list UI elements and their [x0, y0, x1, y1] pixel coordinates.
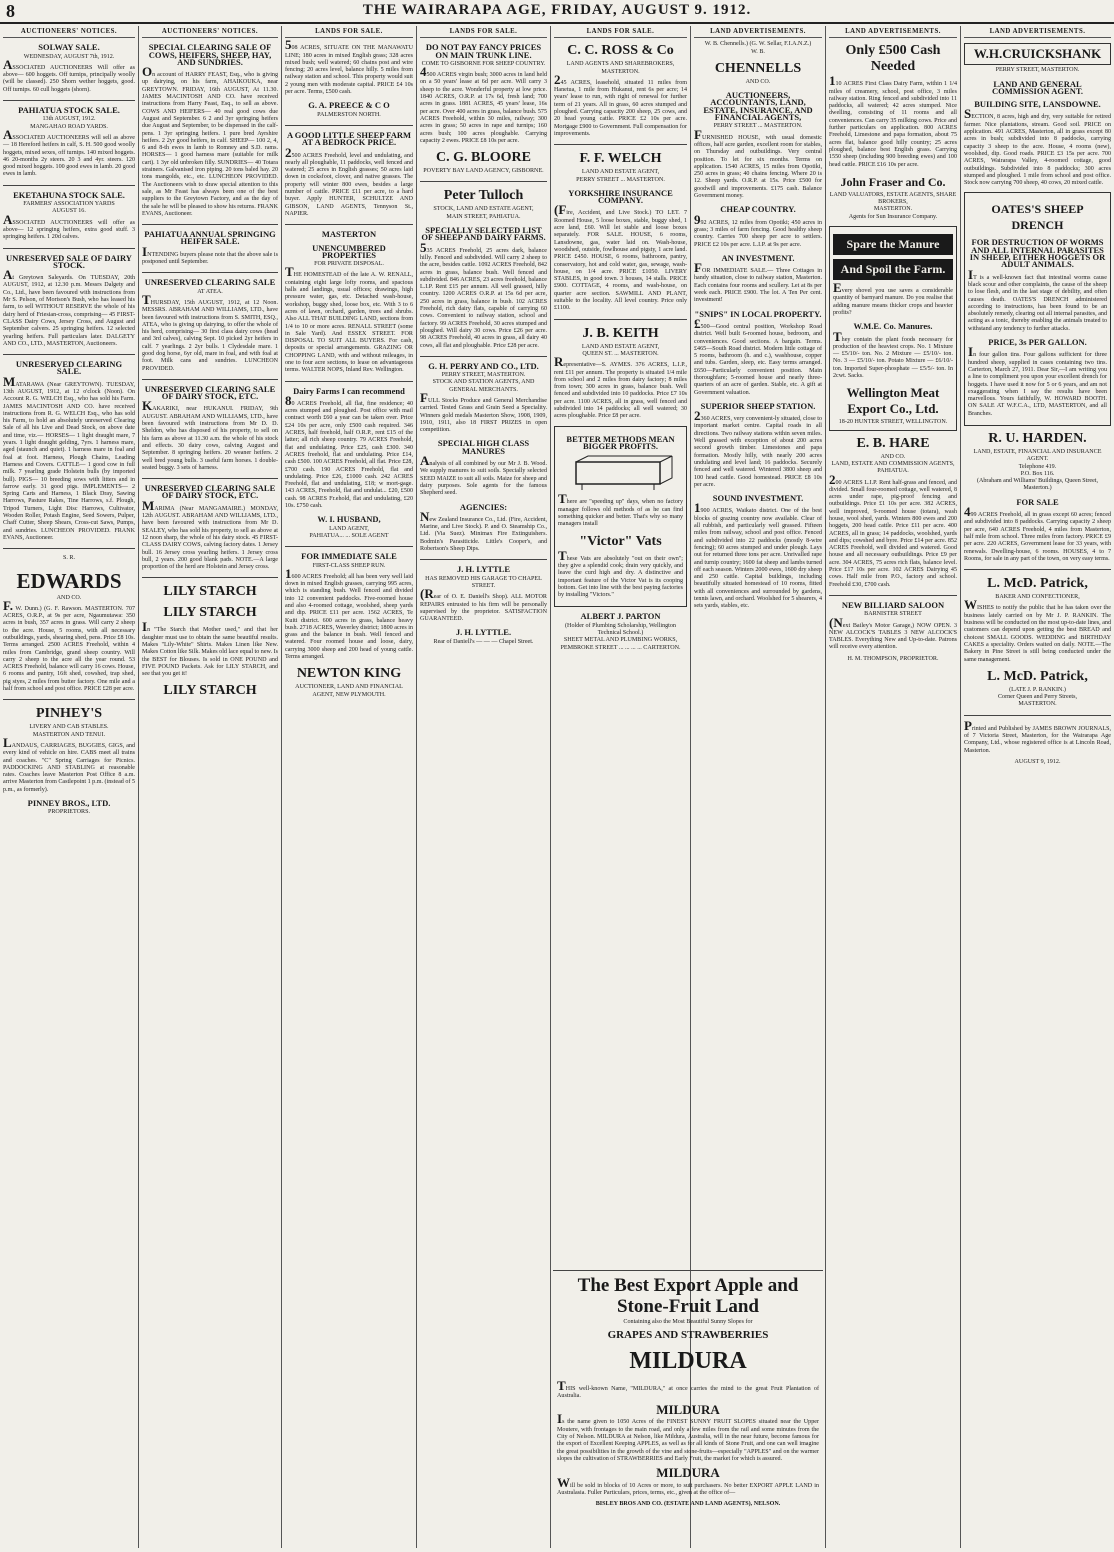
ad-headline: BETTER METHODS MEAN BIGGER PROFITS.: [566, 433, 675, 451]
agent-location: PALMERSTON NORTH.: [317, 111, 381, 118]
agent-name: J. H. LYTTLE: [456, 564, 511, 575]
ad-text: In four gallon tins. Four gallons sufficient for three hundred sheep, supplied in cases containing two tins. Carterton, March 27, 1911. Dear Sir,—I am writing you a line to compliment you upon your excellent drench for hoggets. I have used it now for 5 or 6 years, and am not exaggerating when I say the results have been marvellous. Yours faithfully, W. HOWARD BOOTH. ON SALE AT W.F.C.A., LTD, MASTERTON, and all Branches.: [968, 344, 1107, 417]
ad-text: IT is a well-known fact that intestinal worms cause black scour and other complaints, the cause of the sheep to lose flesh, and in the last stage of debility, and often causes death. OATES'S DRENCH administered according to instructions, has been found to be an absolutely remedy, clearing out all internal parasites, and acting as a tonic, thereby enabling the animals treated to withstand any tendency to further attacks.: [968, 266, 1107, 332]
listing-text: 1600 ACRES Freehold; all has been very well laid down in mixed English grasses, carrying 995 acres, which is standing bush. Well fenced and divided into 12 convenient paddocks. Five-roomed house and also 4-roomed cottage, woolshed, sheep yards and dip. PRICE £11 per acre. 1562 ACRES, Te Kuiti district. 600 acres in grass, balance heavy bush. 2718 ACRES, Waverley district; 1800 acres in grass and the balance in bush. Well fenced and watered. Four roomed house and loose, dairy, carrying 3000 sheep and 200 head of young cattle. Terms arranged.: [285, 565, 413, 661]
mildura-title-small: MILDURA: [656, 1402, 720, 1418]
firm-name-edwards: EDWARDS: [16, 568, 122, 593]
agent-location: PERRY STREET ... MASTERTON.: [576, 176, 665, 183]
manure-brand: W.M.E. Co. Manures.: [853, 321, 933, 332]
agent-title: AUCTIONEERS, ACCOUNTANTS, LAND, ESTATE, INSURANCE, AND FINANCIAL AGENTS,: [703, 90, 813, 123]
divider: [3, 185, 135, 186]
partner-names: W. B. Chennells.) (G. W. Sellar, F.I.A.N.Z.): [704, 41, 812, 48]
advertiser-qualification: (Holder of Plumbing Scholarship, Wellington Technical School.): [565, 622, 676, 637]
sale-location: AT ATEA.: [197, 288, 223, 295]
listing-text: £500—Good central position, Workshop Road district. Well built 6-roomed house, bedroom, and conveniences. Good sections. A bargain. Terms. £465—South Road district. Modern little cottage of 5 rooms, bathroom (h. and c.), washhouse, copper and tubs. Garden, sleep, etc. Easy terms arranged. £650—Particularly convenient position. Main thoroughfare; 5-roomed house and nearly three-quarters of an acre of garden. Stable, etc. A gift at Government valuation.: [694, 315, 822, 396]
ad-headline-cash: Only £500 Cash Needed: [845, 43, 941, 75]
agent-location: MAIN STREET, PAHIATUA.: [446, 213, 521, 220]
sale-heading: PAHIATUA STOCK SALE.: [18, 105, 120, 116]
divider: [554, 319, 687, 320]
agent-location: PERRY STREET, MASTERTON.: [995, 67, 1080, 74]
column-6: [691, 28, 825, 1267]
listing-heading: Dairy Farms I can recommend: [293, 385, 405, 396]
page-number: 8: [6, 1, 16, 21]
divider: [142, 224, 278, 225]
listing-text: 499 ACRES Freehold, all in grass except 60 acres; fenced and subdivided into 8 paddocks. Carrying capacity 2 sheep per acre, 640 ACRES Freehold, 4 miles from Masterton, half mile from school. Three miles from factory. PRICE £9 per acre. 220 ACRES, Government lease for 33 years, with renewals. Dwelling-house, 6 rooms. HOUSES, 4 to 7 Rooms, for sale in any part of the town, on very easy terms.: [964, 504, 1111, 562]
mildura-agent: BISLEY BROS AND CO. (ESTATE AND LAND AGENTS), NELSON.: [595, 1501, 781, 1508]
lily-starch-logo: LILY STARCH: [163, 683, 257, 699]
sale-text: ASSOCIATED AUCTIONEERS Will offer as above— 600 hoggets. Off turnips, principally woolly (will be classed). 250 Shorn wether hoggets, good. Off turnips. 60 cull hoggets (shorn).: [3, 56, 135, 93]
listing-heading: FOR SALE: [1016, 496, 1059, 507]
firm-initials: S. R.: [62, 555, 76, 562]
agent-initials: W. B.: [751, 48, 765, 55]
divider: [285, 381, 413, 382]
billiard-headline: NEW BILLIARD SALOON: [841, 599, 945, 610]
sale-text: At Greytown Saleyards. On TUESDAY, 20th AUGUST, 1912, at 12.30 p.m. Messrs Dalgety and Co., Ltd., have been favoured with instructions from Mr S. Pelson, of Morison's Bush, who has leased his farm, to sell WITHOUT RESERVE the whole of his dairy herd of Friesian-cross, comprising— 45 FIRST-CLASS Dairy Cows, Jersey Cross, and August and September calvers. 25 springing heifers. 12 selected yearling heifers. Full particulars later. DALGETY AND CO., LTD., MASTERTON, Auctioneers.: [3, 267, 135, 347]
section-header: LANDS FOR SALE.: [420, 28, 547, 38]
listing-heading: "SNIPS" IN LOCAL PROPERTY.: [694, 308, 822, 319]
agent-name: G. A. PREECE & C O: [308, 100, 390, 111]
listing-text: FURNISHED HOUSE, with usual domestic offices, half acre garden, excellent room for stables, on Thursday and outbuildings. Very central position. To let for six months. Terms on application. 1540 ACRES, 15 miles from Opotiki, 250 acres in grass; 40 chains fencing. Where 20 is 12. Sheep yards. O.R.P. at 15s. Price £500 for goodwill and improvements. £175 cash. Balance Government money.: [694, 126, 822, 200]
agent-name-chennells: CHENNELLS: [714, 60, 802, 76]
firm-name-pinhey: PINHEY'S: [35, 706, 103, 722]
divider: [964, 715, 1111, 716]
mildura-title-small: MILDURA: [656, 1465, 720, 1481]
sale-heading: EKETAHUNA STOCK SALE.: [13, 189, 125, 200]
listing-text: 1900 ACRES, Waikato district. One of the best blocks of grazing country now available. Clear of all rubbish, and particularly well grassed. Fifteen miles from railway, school and post office. Fenced and subdivided into 22 paddocks (mostly 8-wire fencing); 60 acres stumped and under plough. Lays out for returned three tons per acre. Unrivalled rape and turnip country; 1600 fat sheep and lambs turned off each season. Winters 2000 ewes, 1600 dry sheep and 250 cattle. Capital buildings, including beautifully situated homestead of 10 rooms, fitted with all conveniences and surrounded by gardens, tennis lawn, and orchard. Woolshed for 5 shearers, 4 sets yards, stables, etc.: [694, 500, 822, 610]
divider: [420, 559, 547, 560]
listing-heading: FOR IMMEDIATE SALE: [301, 551, 397, 562]
mildura-title: MILDURA: [629, 1347, 747, 1374]
agent-location: MASTERTON.: [601, 68, 640, 75]
proprietor-label: PROPRIETORS.: [47, 809, 91, 816]
agent-location: PERRY STREET ... MASTERTON.: [713, 123, 803, 130]
listing-text: FOR IMMEDIATE SALE.— Three Cottages in handy situation, close to railway station, Masterton. Each contains four rooms and scullery. Let at 8s per week each. PRICE £900. The lot. A Ten Per cent. investment!: [694, 260, 822, 304]
column-7: [826, 28, 960, 1548]
divider: [829, 595, 957, 596]
agent-name: J. H. LYTTLE.: [455, 627, 512, 638]
listing-text: 535 ACRES Freehold, 25 acres dark, balance hilly. Fenced and subdivided. Will carry 2 sheep to the acre, besides cattle. 1092 ACRES Freehold, 842 acres in grass, balance bush. Well fenced and subdivided. 846 ACRES, 23 acres freehold, balance L.I.P. Rent £15 per annum. All well grassed, hilly country. 1200 ACRES O.R.P. at 15s 6d per acre, 250 acres in grass, balance in bush. 102 ACRES Freehold, rich dairy flats, capable of carrying 60 cows. Convenient to railway station, school and factory. 99 ACRES Freehold, 30 acres stumped and ploughed. Will dairy 30 cows. Price £26 per acre. 98 ACRES Freehold, 40 acres in grass, all dairy 40 cows, all flat and ploughable. Price £28 per acre.: [420, 239, 547, 349]
listing-text: F. W. Dunn.) (G. F. Rawson. MASTERTON. 707 ACRES, O.R.P., at 9s per acre, Ngaumutawa: 350 acres in bush, 357 acres in grass. Will carry 2 sheep to the acre. House, 5 rooms, with all necessary outbuildings, yards, shearing shed, pens. Price £8 10s. Terms arranged. 2500 ACRES Freehold, within 4 miles from Cambridge, grand sheep country. Will carry 2 sheep to the acre all the year round. 53 ACRES Freehold, balance will carry 16 cows. House, 6 rooms and pantry, 16ft shed, cowshed, trap shed, pig styes, 2 miles from butter factory. One mile and a half from school and post office. PRICE £28 per acre.: [3, 597, 136, 693]
agent-title: STOCK, LAND AND ESTATE AGENT,: [433, 206, 534, 213]
divider: [142, 478, 278, 479]
baker-name: L. McD. Patrick,: [987, 576, 1088, 592]
column-2: [139, 28, 281, 1548]
agent-location: Rear of Daniell's — — — Chapel Street.: [433, 638, 534, 645]
advertiser-trade: SHEET METAL AND PLUMBING WORKS,: [563, 637, 678, 644]
proprietor-name: PINNEY BROS., LTD.: [27, 798, 111, 809]
agent-title: STOCK AND STATION AGENTS, AND GENERAL MERCHANTS.: [432, 379, 535, 393]
agent-name-fraser: John Fraser and Co.: [840, 174, 946, 189]
agent-location: MASTERTON.: [873, 206, 913, 213]
listing-text: SECTION, 8 acres, high and dry, very suitable for retired farmer. Nice plantations, stream. Good soil. PRICE on application. 491 ACRES, Masterton, all in grass except 80 acres in bush; subdivided into 8 paddocks, carrying capacity 3 sheep to the acre. House, 4 rooms (new), woolshed, dip. Good roads. PRICE £3 15s per acre. 700 ACRES, Wairarapa Valley, 4-roomed cottage, good outbuildings. Subdivided into 8 paddocks; 300 acres stumped and ploughed. 1 mile from school and post office. Stock now carrying 700 sheep, 40 cows, 20 mixed cattle.: [964, 106, 1111, 187]
section-header: LAND ADVERTISEMENTS.: [964, 28, 1111, 38]
firm-location: MASTERTON AND TENUI.: [32, 731, 106, 738]
mildura-text: Will be sold in blocks of 10 Acres or more, to suit purchasers. No better EXPORT APPLE LAND in Australasia. Fuller Particulars, prices, terms, etc., given at the office of—: [557, 1474, 819, 1496]
column-1: [0, 28, 138, 1548]
divider: [420, 356, 547, 357]
sale-text: On account of HARRY FEAST, Esq., who is giving up dairying, on his farm, AHAIKOUKA, near GREYTOWN. FRIDAY, 16th AUGUST, At 11.30. JAMES MACINTOSH AND CO. have received instructions from Harry Feast, Esq., to sell as above. COWS AND HEIFERS— 40 real good cows due August and September. 6 2 and 3yr springing heifers due August and September, to be dispensed in the calf-pens. 1 3yr springing heifers. 1 pure bred Ayrshire heifers. 2 2yr good heifers, in calf. SHEEP— 100 2, 4, 6 and 8-th ewes in lamb to Romney and S.D. rams. HORSES— 1 good harness mare (suitable for milk cart). 1 3yr old unbroken filly. SUNDRIES— 40 Totara strainers. Galvanised iron piping. 20 tons baled hay. 20 tons mangolds, etc., etc. LUNCHEON PROVIDED. The Auctioneers wish to draw special attention to this sale, as Mr Feast has always been one of the best suppliers to the Greytown Factory, and as the day of the sale he will be pleased to show his returns. FRANK EVANS, Auctioneer.: [142, 64, 278, 217]
listing-heading: UNENCUMBERED PROPERTIES: [312, 242, 386, 260]
divider: [3, 548, 135, 549]
baker-note: (LATE J. P. RANKIN.): [1009, 686, 1066, 693]
billiard-address: BARNISTER STREET: [864, 611, 922, 618]
divider: [142, 379, 278, 380]
ad-text: They contain the plant foods necessary for production of the heaviest crops. No. 1 Mixture — £5/10/- ton. No. 2 Mixture — £5/10/- ton. No. 3 — £5/10/- ton. Potato Mixture — £6/10/- ton. Imported Super-phosphate — £5/5/- ton. In 2cwt. Sacks.: [833, 328, 953, 380]
agent-title: LAND AND ESTATE AGENT,: [581, 343, 660, 350]
listing-heading: MASTERTON: [321, 229, 377, 240]
sale-text: KAKARIKI, near HUKANUI. FRIDAY, 9th AUGUST. ABRAHAM AND WILLIAMS, LTD., have been favoured with instructions from Mr D. D. Sheldon, who has disposed of his property, to sell on his farm as above at 11.30 a.m. the whole of his stock and effects. 30 dairy cows, calving August and September. 8 springing heifers. 20 weaner heifers. 2 well bred young bulls. 3 useful farm horses. 1 double-seated buggy. 3 sets of harness.: [142, 398, 278, 471]
drench-price: PRICE, 3s PER GALLON.: [988, 337, 1087, 348]
agent-title: LAND AGENT,: [329, 525, 369, 532]
section-header: LAND ADVERTISEMENTS.: [694, 28, 822, 38]
ad-text: WISHES to notify the public that he has taken over the business lately carried on by Mr J. P. RANKIN. The business will be conducted on the most up-to-date lines, and customers can depend upon getting the best BREAD and choicest SMALL GOODS. WEDDING and BIRTHDAY CAKES a speciality. Orders waited on daily. NOTE.—The Bakery in Pine Street is still being conducted under the same management.: [964, 597, 1111, 663]
mildura-ad: [553, 1270, 823, 1548]
listing-heading: SPECIALLY SELECTED LIST OF SHEEP AND DAIRY FARMS.: [421, 225, 546, 243]
agent-name-hare: E. B. HARE: [856, 435, 930, 451]
listing-subheading: FOR PRIVATE DISPOSAL.: [314, 261, 384, 268]
sale-heading: UNRESERVED CLEARING SALE: [144, 277, 276, 288]
ad-text: New Zealand Insurance Co., Ltd. (Fire, Accident, Marine, and Live Stock). P. and O. Steamship Co., Ltd. (Via Suez). Minimax Fire Extinguishers. Bodmin's Parasiticide. Little's Cooper's, and Robertson's Sheep Dips.: [420, 508, 547, 553]
agent-address: (Abraham and Williams' Buildings, Queen Street, Masterton.): [976, 478, 1099, 492]
divider: [554, 144, 687, 145]
agent-title: HAS REMOVED HIS GARAGE TO CHAPEL STREET.: [425, 575, 542, 589]
drench-headline: OATES'S SHEEP DRENCH: [991, 202, 1084, 233]
listing-heading: SOUND INVESTMENT.: [712, 493, 804, 504]
lily-starch-logo: LILY STARCH: [163, 584, 257, 600]
agent-title: LAND VALUATORS, ESTATE AGENTS, SHARE BROKERS,: [829, 191, 957, 206]
agent-name-ross: C. C. ROSS & Co: [567, 43, 674, 59]
sale-heading: SOLWAY SALE.: [38, 42, 100, 53]
listing-heading: DO NOT PAY FANCY PRICES ON MAIN TRUNK LINE.: [425, 42, 542, 60]
sale-date: AUGUST 16.: [52, 208, 86, 215]
agent-name-welch: F. F. WELCH: [579, 151, 662, 167]
agent-name-bloore: C. G. BLOORE: [436, 150, 531, 166]
agent-po-box: P.O. Box 116.: [1020, 470, 1055, 477]
sale-date: 13th AUGUST, 1912.: [42, 116, 96, 123]
agent-location: QUEEN ST. ... MASTERTON.: [582, 350, 659, 357]
sale-heading: UNRESERVED CLEARING SALE.: [15, 359, 123, 377]
baker-title: BAKER AND CONFECTIONER,: [995, 594, 1080, 601]
firm-suffix: AND CO.: [56, 594, 82, 601]
agent-name: G. H. PERRY AND CO., LTD.: [428, 360, 539, 371]
vat-illustration: [558, 452, 678, 492]
baker-location: MASTERTON.: [1018, 701, 1057, 708]
listing-text: Representative—S. AYMES. 376 ACRES, L.I.P., rent £11 per annum. The property is situated 1/4 mile from school and 2 miles from dairy factory; 8 miles from town; 300 acres in grass, balance bush. Well fenced and subdivided into 10 paddocks. Price £7 10s per acre. 1100 ACRES, all in grass, well fenced and subdivided into 14 paddocks; all well watered; 30 acres ploughable. Price £8 per acre.: [554, 354, 687, 420]
baker-name: L. McD. Patrick,: [987, 668, 1088, 684]
divider: [964, 569, 1111, 570]
sale-heading: SPECIAL CLEARING SALE OF COWS, HEIFERS, SHEEP, HAY, AND SUNDRIES.: [148, 42, 272, 67]
firm-suffix: AND CO.: [745, 78, 771, 85]
imprint-date: AUGUST 9, 1912.: [1014, 758, 1061, 765]
listing-subheading: FIRST-CLASS SHEEP RUN.: [312, 562, 386, 569]
listing-text: 200 ACRES L.I.P. Rent half-grass and fenced, and divided. Small four-roomed cottage, well watered, 8 acres under rape, pig-proof fencing and outbuildings. Price £1 10s per acre. 382 ACRES, well improved, 9-roomed house (totara), wash house, wool shed, yards. Winters 800 ewes and 200 hoggets, 200 head cattle. Price £11 per acre. 400 ACRES, all in grass; 14 paddocks, woolshed, yards and dips; cowshed and byre. Price £14 per acre. 852 ACRES Freehold, well divided and watered. Good house and all necessary outbuildings. Price £9 per acre. 304 ACRES, 75 acres rich flats, balance level. Price £17 10s per acre. 102 ACRES Dairying 45 cows. Half mile from P.O., factory and school. Freehold £30, £700 cash.: [829, 471, 957, 588]
sheep-drench-ad: [964, 192, 1111, 426]
listing-text: 245 ACRES, leasehold, situated 11 miles from Hanetua, 1 mile from Hukanui, rent 6s per acre; 14 years' lease to run, with right of renewal for further term of 21 years. All in grass, 60 acres stumped and ploughed. Carrying capacity 200 sheep, 25 cows, and 20 head young cattle. PRICE £2 10s per acre. Mortgage £900 to Government. Full compensation for improvements.: [554, 71, 687, 137]
ad-text: (Next Bailey's Motor Garage,) NOW OPEN. 3 NEW ALCOCK'S TABLES 3 NEW ALCOCK'S TABLES. Everything New and Up-to-date. Patrons will receive every attention.: [829, 614, 957, 651]
firm-suffix: AND CO.: [880, 453, 906, 460]
ad-brand: "Victor" Vats: [579, 533, 662, 549]
sale-heading: UNRESERVED SALE OF DAIRY STOCK.: [6, 252, 132, 270]
divider: [3, 248, 135, 249]
agent-phone: Telephone 419.: [1018, 463, 1057, 470]
ad-text: These Vats are absolutely "out on their own"; they give a splendid cook; drain very quickly, and leave the curd high and dry. A distinctive and important feature of the Victor Vat is its cooping bottom. Get into line with the best paying factories by installing "Victors.": [558, 547, 683, 599]
ad-text: Analysis of all combined by our Mr J. B. Wood. We supply manures to suit soils. Specially selected SEED MAIZE to suit all soils. Maize for sheep and dairy purposes. Sole agents for the famous Shepherd seed.: [420, 453, 547, 497]
divider: [420, 181, 547, 182]
listing-text: 2360 ACRES, very convenient-ly situated, close to important market centre. Capital roads in all directions. Two railway stations within seven miles. Well grassed with exception of about 200 acres second growth timber. Limestones and papa formation. Mostly hilly, with nearly 200 acres undulating and level land; 16 paddocks. Securely fenced and well watered. Wintered 3800 sheep and 100 head cattle. Good homestead. PRICE £8 10s per acre.: [694, 408, 822, 488]
sale-date: WEDNESDAY, AUGUST 7th, 1912.: [23, 53, 115, 60]
agent-title: AUCTIONEER, LAND AND FINANCIAL AGENT, NEW PLYMOUTH.: [295, 684, 403, 698]
listing-subheading: COME TO GISBORNE FOR SHEEP COUNTRY.: [421, 60, 546, 67]
ad-text: (Rear of O. E. Daniell's Shop). ALL MOTOR REPAIRS entrusted to his firm will be personally supervised by the proprietor. SATISFACTION GUARANTEED.: [420, 586, 547, 623]
divider: [142, 272, 278, 273]
lily-starch-logo: LILY STARCH: [163, 605, 257, 621]
advertiser-address: 18-20 HUNTER STREET, WELLINGTON.: [838, 419, 948, 426]
ad-text: FULL Stocks Produce and General Merchandise carried. Tested Grass and Grain Seed a Speciality. Winners gold medals Masterton Show, 1908, 1909, 1910, 1911, also 18 FIRST PRIZES in open competition.: [420, 389, 547, 434]
listing-text: 992 ACRES, 12 miles from Opotiki; 450 acres in grass; 3 miles of farm fencing. Good healthy sheep country. Carries 700 sheep per acre to settlers. PRICE £2 10s per acre. L.I.P. at 9s per acre.: [694, 211, 822, 248]
mildura-headline: The Best Export Apple and Stone-Fruit Land: [577, 1275, 799, 1317]
agent-title: LAND, ESTATE, FINANCIAL AND INSURANCE AGENT.: [973, 448, 1102, 463]
section-header: AUCTIONEERS' NOTICES.: [142, 28, 278, 38]
listing-text: 4500 ACRES virgin bush; 3000 acres in land held on a 50 years' lease at 6d per acre. Will carry 3 sheep to the acre. Wonderful property at low price. 1840 ACRES, O.R.P. at 17s 6d, fresh land; 700 acres in grass. 1881 ACRES, 45 years' lease, 16s per acre. Over 400 acres in grass, balance bush. 575 ACRES Freehold, within 30 miles, railway; 300 acres in grass; 50 acres in rape and turnips; 160 acres bush; 100 acres ploughable. Carrying capacity 2 ewes. PRICE £8 10s per acre.: [420, 64, 547, 144]
divider: [285, 125, 413, 126]
manure-ad: [829, 226, 957, 431]
baker-address: Corner Queen and Perry Streets,: [997, 694, 1078, 701]
listing-heading: SPECIAL HIGH CLASS MANURES: [437, 438, 530, 456]
section-header: LAND ADVERTISEMENTS.: [829, 28, 957, 38]
agent-title: LAND AND GENERAL COMMISSION AGENT.: [992, 78, 1083, 96]
listing-text: 508 ACRES, SITUATE ON THE MANAWATU LINE; 180 acres in mixed English grass; 328 acres mixed bush; well watered; 60 chains post and wire fencing; 20 acres level, balance hilly. 5 miles from railway station and school. This property would suit 2 young men with moderate capital. PRICE £4 10s per acre. Terms, £500 cash.: [285, 37, 413, 96]
agent-title: LAND AND ESTATE AGENT,: [581, 169, 660, 176]
manure-headline: And Spoil the Farm.: [833, 259, 953, 280]
sale-location: FARMERS' ASSOCIATION YARDS: [23, 201, 115, 208]
agent-location: PERRY STREET, MASTERTON.: [441, 372, 526, 379]
agent-location: PAHIATUA... ... SOLE AGENT: [309, 532, 389, 539]
agent-note: Agents for Sun Insurance Company.: [848, 213, 938, 220]
divider: [285, 224, 413, 225]
imprint: Printed and Published by JAMES BROWN JOURNALS, of 7 Victoria Street, Masterton, for the Wairarapa Age Company, Ltd., whose registered office is at Lincoln Road, Masterton.: [964, 717, 1111, 754]
listing-text: 2500 ACRES Freehold, level and undulating, and nearly all ploughable, 11 paddocks, well fenced and watered; 25 acres in English grasses; 50 acres laid down in cocksfoot, clover, and native grasses. The property will winter 800 ewes, besides a large number of cattle. PRICE £11 per acre, to a hard buyer. Apply HUNTER, SCHULTZE AND GIBSON, LAND AGENTS, Tennyson St., NAPIER.: [285, 144, 413, 217]
listing-heading: CHEAP COUNTRY.: [720, 204, 796, 215]
listing-heading: BUILDING SITE, LANSDOWNE.: [974, 99, 1101, 110]
divider: [3, 100, 135, 101]
section-header: AUCTIONEERS' NOTICES.: [3, 28, 135, 38]
sale-heading: PAHIATUA ANNUAL SPRINGING HEIFER SALE.: [144, 229, 276, 247]
agent-title: POVERTY BAY LAND AGENCY, GISBORNE.: [423, 168, 544, 175]
ad-text: There are "speeding up" days, when no factory manager follows old methods of as he can find something quicker and better. That's why so many managers install: [558, 491, 683, 528]
listing-heading: AGENCIES:: [459, 501, 508, 512]
agent-name: W. I. HUSBAND,: [317, 514, 381, 525]
divider: [142, 577, 278, 578]
listing-heading: A GOOD LITTLE SHEEP FARM AT A BEDROCK PRICE.: [286, 129, 412, 148]
mildura-text: Is the name given to 1050 Acres of the FINEST SUNNY FRUIT SLOPES situated near the Upper Moutere, with frontages to the main road, and only a few miles from the rail and some minutes from the City of Nelson. MILDURA at Nelson, like Mildura, Australia, will in the near future, become famous for the export of Excellent Keeping APPLES, as well as for all kinds of Stone Fruit, and one can well imagine the great possibilities in the growth of the vine and stone-fruits—especially "APPLES" and on the warmer slopes the cultivation of STRAWBERRIES and Early Fruit, the market for which is assured.: [557, 1411, 819, 1462]
column-4: [417, 28, 550, 1267]
sale-text: MARIMA (Near MANGAMAIRE.) MONDAY, 12th AUGUST. ABRAHAM AND WILLIAMS, LTD., have been favoured with instructions from Mr D. SEALEY, who has sold his property, to sell as above at 12 noon sharp, the whole of his dairy stock. 45 FIRST-CLASS DAIRY COWS, calving factory dates. 1 Jersey bull. 16 Jersey cross yearling heifers. 1 Jersey cross bull, 2 years. 200 good blank pads. NOTE.—A large proportion of the herd are Holstein and Jersey cross.: [142, 497, 278, 571]
sale-location: MANGAHAO ROAD YARDS.: [30, 123, 108, 130]
drench-subheading: FOR DESTRUCTION OF WORMS AND ALL INTERNAL PARASITES IN SHEEP, EITHER HOGGETS OR ADULT ANIMALS.: [969, 237, 1106, 270]
advertiser-name: ALBERT J. PARTON: [580, 611, 661, 622]
sale-heading: UNRESERVED CLEARING SALE OF DAIRY STOCK, ETC.: [144, 483, 276, 501]
sale-text: MATARAWA (Near GREYTOWN). TUESDAY, 13th AUGUST, 1912, at 12 o'clock (Noon). On Account R. G. WELCH Esq., who has sold his Farm. JAMES MACINTOSH AND CO. have received instructions from R. G. WELCH Esq., who has sold his Farm, to hold an absolutely unreserved Clearing Sale of all his Live and Dead Stock, on above date and time, viz.— HORSES— 1 light draught mare, 7 years. 1 light draught gelding, 7yrs. 1 harness mare, aged (staunch and quiet). 1 harness mare in foal and foal at foot. Harness, Plough Chains, Leading Harness and Covers. CATTLE— 1 good cow in full milk. 7 yearling grade Holstein bulls (by imported bull). PIGS— 10 breeding sows with litters and in farrow early. 31 good pigs. IMPLEMENTS— 2 Spring Carts and Harness, 1 Black Dray, Sawing Harrows, Pasture Rakes, Tine Harrows, s.f. Plough, Tripod Turners, Light Disc Harrows, Cultivator, Wooden Roller, Potash Engine, Seed Sowers, Pulper, Chaff Cutter, Sheep Shears, Cross-cut Saws, Pumps, and sundries. LUNCHEON PROVIDED. FRANK EVANS, Auctioneer.: [3, 373, 135, 541]
ad-text: LANDAUS, CARRIAGES, BUGGIES, GIGS, and every kind of vehicle on hire. CABS meet all trains and coaches. "C" Spring Carriages for Picnics. PADDOCKING AND STABLING at reasonable rates. Coaches leave Masterton Post Office 8 a.m. arrive Masterton from Castlepoint 1 p.m. (instead of 5 p.m., as formerly).: [3, 734, 136, 793]
listing-text: 80 ACRES Freehold, all flat, fine residence; 40 acres stumped and ploughed. Post office with mail contract worth £60 a year can be taken over. Price £24 10s per acre, only £500 cash required. 346 ACRES, half freehold, half O.R.P., rent £15 of the latter; all rich sheep country. 79 ACRES Freehold, flat and undulating. Price £25, cash £300. 340 ACRES freehold, flat and undulating. Price £14, cash £500. 100 ACRES Freehold, all flat. Price £28, £700 cash. 190 ACRES Freehold, flat and undulating. Price £26, £1000 cash. 242 ACRES Freehold, flat and undulating, £18; w mort-gage. 143 ACRES, Freehold, flat and undulat... £20, £500 cash. 98 ACRES Fr.ehold, flat and undulating, £20 10s. £750 cash.: [285, 392, 413, 510]
mildura-text: THIS well-known Name, "MILDURA," at once carries the mind to the great Fruit Plantation of Australia.: [557, 1377, 819, 1399]
listing-heading: AN INVESTMENT.: [721, 252, 795, 263]
agent-name-harden: R. U. HARDEN.: [988, 430, 1087, 446]
ad-text: In "The Starch that Mother used," and that her daughter must use to obtain the same beautiful results. Makes "Lily-White" Shirts. Makes Linen like New. Makes Cotton like Silk. Makes old lace equal to new. Is the BEST for Blouses. Is sold in ONE POUND and FIVE POUND Packets. Ask for LILY STARCH, and see that you get it!: [142, 619, 279, 678]
divider: [285, 546, 413, 547]
agent-title: LAND AGENTS AND SHAREBROKERS,: [566, 61, 675, 68]
agent-name-newton-king: NEWTON KING: [296, 666, 402, 682]
divider: [3, 354, 135, 355]
listing-text: 110 ACRES First Class Dairy Farm, within 1 1/4 miles of creamery, school, post office, 3 miles railway station. Ring fenced and subdivided into 11 paddocks, all watered; 42 acres stumped. Nice dwelling, consisting of 11 rooms and all conveniences. Can carry 35 milking cows. Price and further particulars on application. 800 ACRES Freehold, Limestone and papa formation, about 75 acres flat, balance good hilly country; 25 acres ploughed, balance best English grass. Carrying 1550 sheep (including 900 breeding ewes) and 100 head cattle. PRICE £16 10s per acre.: [829, 73, 957, 168]
listing-text: THE HOMESTEAD of the late A. W. RENALL, containing eight large lofty rooms, and spacious halls and landings, usual offices; drawings, high pressure water, gas, etc. Detached wash-house, workshop, buggy shed, loose box, etc. With 3 to 6 acres of lawn, orchard, garden, trees and shrubs. Also ALL THAT BUILDING LAND, sections from 1/4 to 10 or more acres. RENALL STREET (some in Sale Yard). And ESSEX STREET. FOR DISPOSAL TO SUIT ALL BUYERS. For cash, deposits or special arrangements. GRAZING OR CHOPPING LAND, with and without mileages, in one to four acre sections, to lease on advantageous terms. WALTER NOPS, Inland Rev. Wellington.: [285, 264, 413, 374]
mildura-crops: GRAPES AND STRAWBERRIES: [607, 1329, 769, 1342]
agent-name-tulloch: Peter Tulloch: [443, 188, 524, 204]
agent-name-keith: J. B. KEITH: [582, 325, 659, 341]
listing-text: (Fire, Accident, and Live Stock.) TO LET. 7 Roomed House, 5 loose boxes, stable, buggy shed, 1 acre land, £60. Will let stable and loose boxes separately. FOR SALE. HOUSE, 6 rooms, Lansdowne, gas, water laid on. Wash-house, woodshed, outside, fowlhouse and pigsty, 1 acre land. PRICE £450. HOUSE, 6 rooms, bathroom, pantry, conservatory, hot and cold water, gas, sewage, wash-house, on 1/4 acre. PRICE £1050. LIVERY STABLES, in good town. 3 houses, 14 stalls. PRICE £900. COTTAGE, 4 rooms, and wash-house, on quarter acre section. SAWMILL AND PLANT, suitable to the locality. All level country. Price only £1100.: [554, 202, 687, 312]
mildura-subline: Containing also the Most Beautiful Sunny Slopes for: [623, 1319, 753, 1325]
ad-text: Every shovel you use saves a considerable quantity of barnyard manure. Do you realise that adding manure means thicker crops and heavier profits?: [833, 280, 953, 316]
listing-heading: YORKSHIRE INSURANCE COMPANY.: [568, 187, 673, 206]
masthead: [0, 0, 1114, 24]
firm-subtitle: LIVERY AND CAB STABLES.: [29, 724, 109, 731]
column-8: [961, 28, 1114, 1548]
sale-text: ASSOCIATED AUCTIONEERS will sell as above— 18 Hereford heifers in calf, S. H. 500 good woolly hoggets, mixed sexes, off turnips. 140 mixed hoggets. 46 20-months 2y steers. 20 3 and 4yr. steers. 120 good mixed hoggets. 100 good ewes in lamb. 20 good ewes in lamb.: [3, 126, 135, 178]
agent-name-cruickshank: W.H.CRUICKSHANK: [964, 43, 1111, 65]
proprietor-name: H. M. THOMPSON, PROPRIETOR.: [847, 655, 939, 662]
newspaper-title: THE WAIRARAPA AGE, FRIDAY, AUGUST 9. 1912.: [362, 2, 752, 18]
wellington-meat-export: Wellington Meat Export Co., Ltd.: [846, 385, 940, 417]
column-3: [282, 28, 416, 1548]
advertiser-address: PEMBROKE STREET ... ... ... ... CARTERTON.: [560, 644, 681, 651]
sale-text: THURSDAY, 15th AUGUST, 1912, at 12 Noon. MESSRS. ABRAHAM AND WILLIAMS, LTD., have been favoured with instructions from S. SMITH, ESQ., ATEA, who is giving up dairying, to offer the whole of his herd, comprising— 30 first class dairy cows (head and 3rd calves), calving Sept. 10 picked 2yr heifers in calf. 7 yearlings. 2 2yr bulls. 1 Clydesdale mare. 1 good dog horse, 6yr old, mare in foal, and with foal at foot. Milk cans and sundries. LUNCHEON PROVIDED.: [142, 291, 278, 372]
sale-text: ASSOCIATED AUCTIONEERS will offer as above— 12 springing heifers, extra good stuff. 3 springing heifers. 1 20d calves.: [3, 211, 135, 241]
section-header: LANDS FOR SALE.: [554, 28, 687, 38]
sale-heading: UNRESERVED CLEARING SALE OF DAIRY STOCK, ETC.: [144, 383, 276, 402]
sale-text: INTENDING buyers please note that the above sale is postponed until September.: [142, 243, 278, 266]
listing-heading: SUPERIOR SHEEP STATION.: [700, 400, 816, 411]
victor-vat-ad: [554, 426, 687, 608]
agent-title: LAND, ESTATE AND COMMISSION AGENTS, PAHIATUA.: [831, 460, 955, 475]
section-header: LANDS FOR SALE.: [285, 28, 413, 38]
divider: [3, 699, 135, 700]
manure-headline: Spare the Manure: [833, 234, 953, 255]
column-5: [551, 28, 690, 1267]
